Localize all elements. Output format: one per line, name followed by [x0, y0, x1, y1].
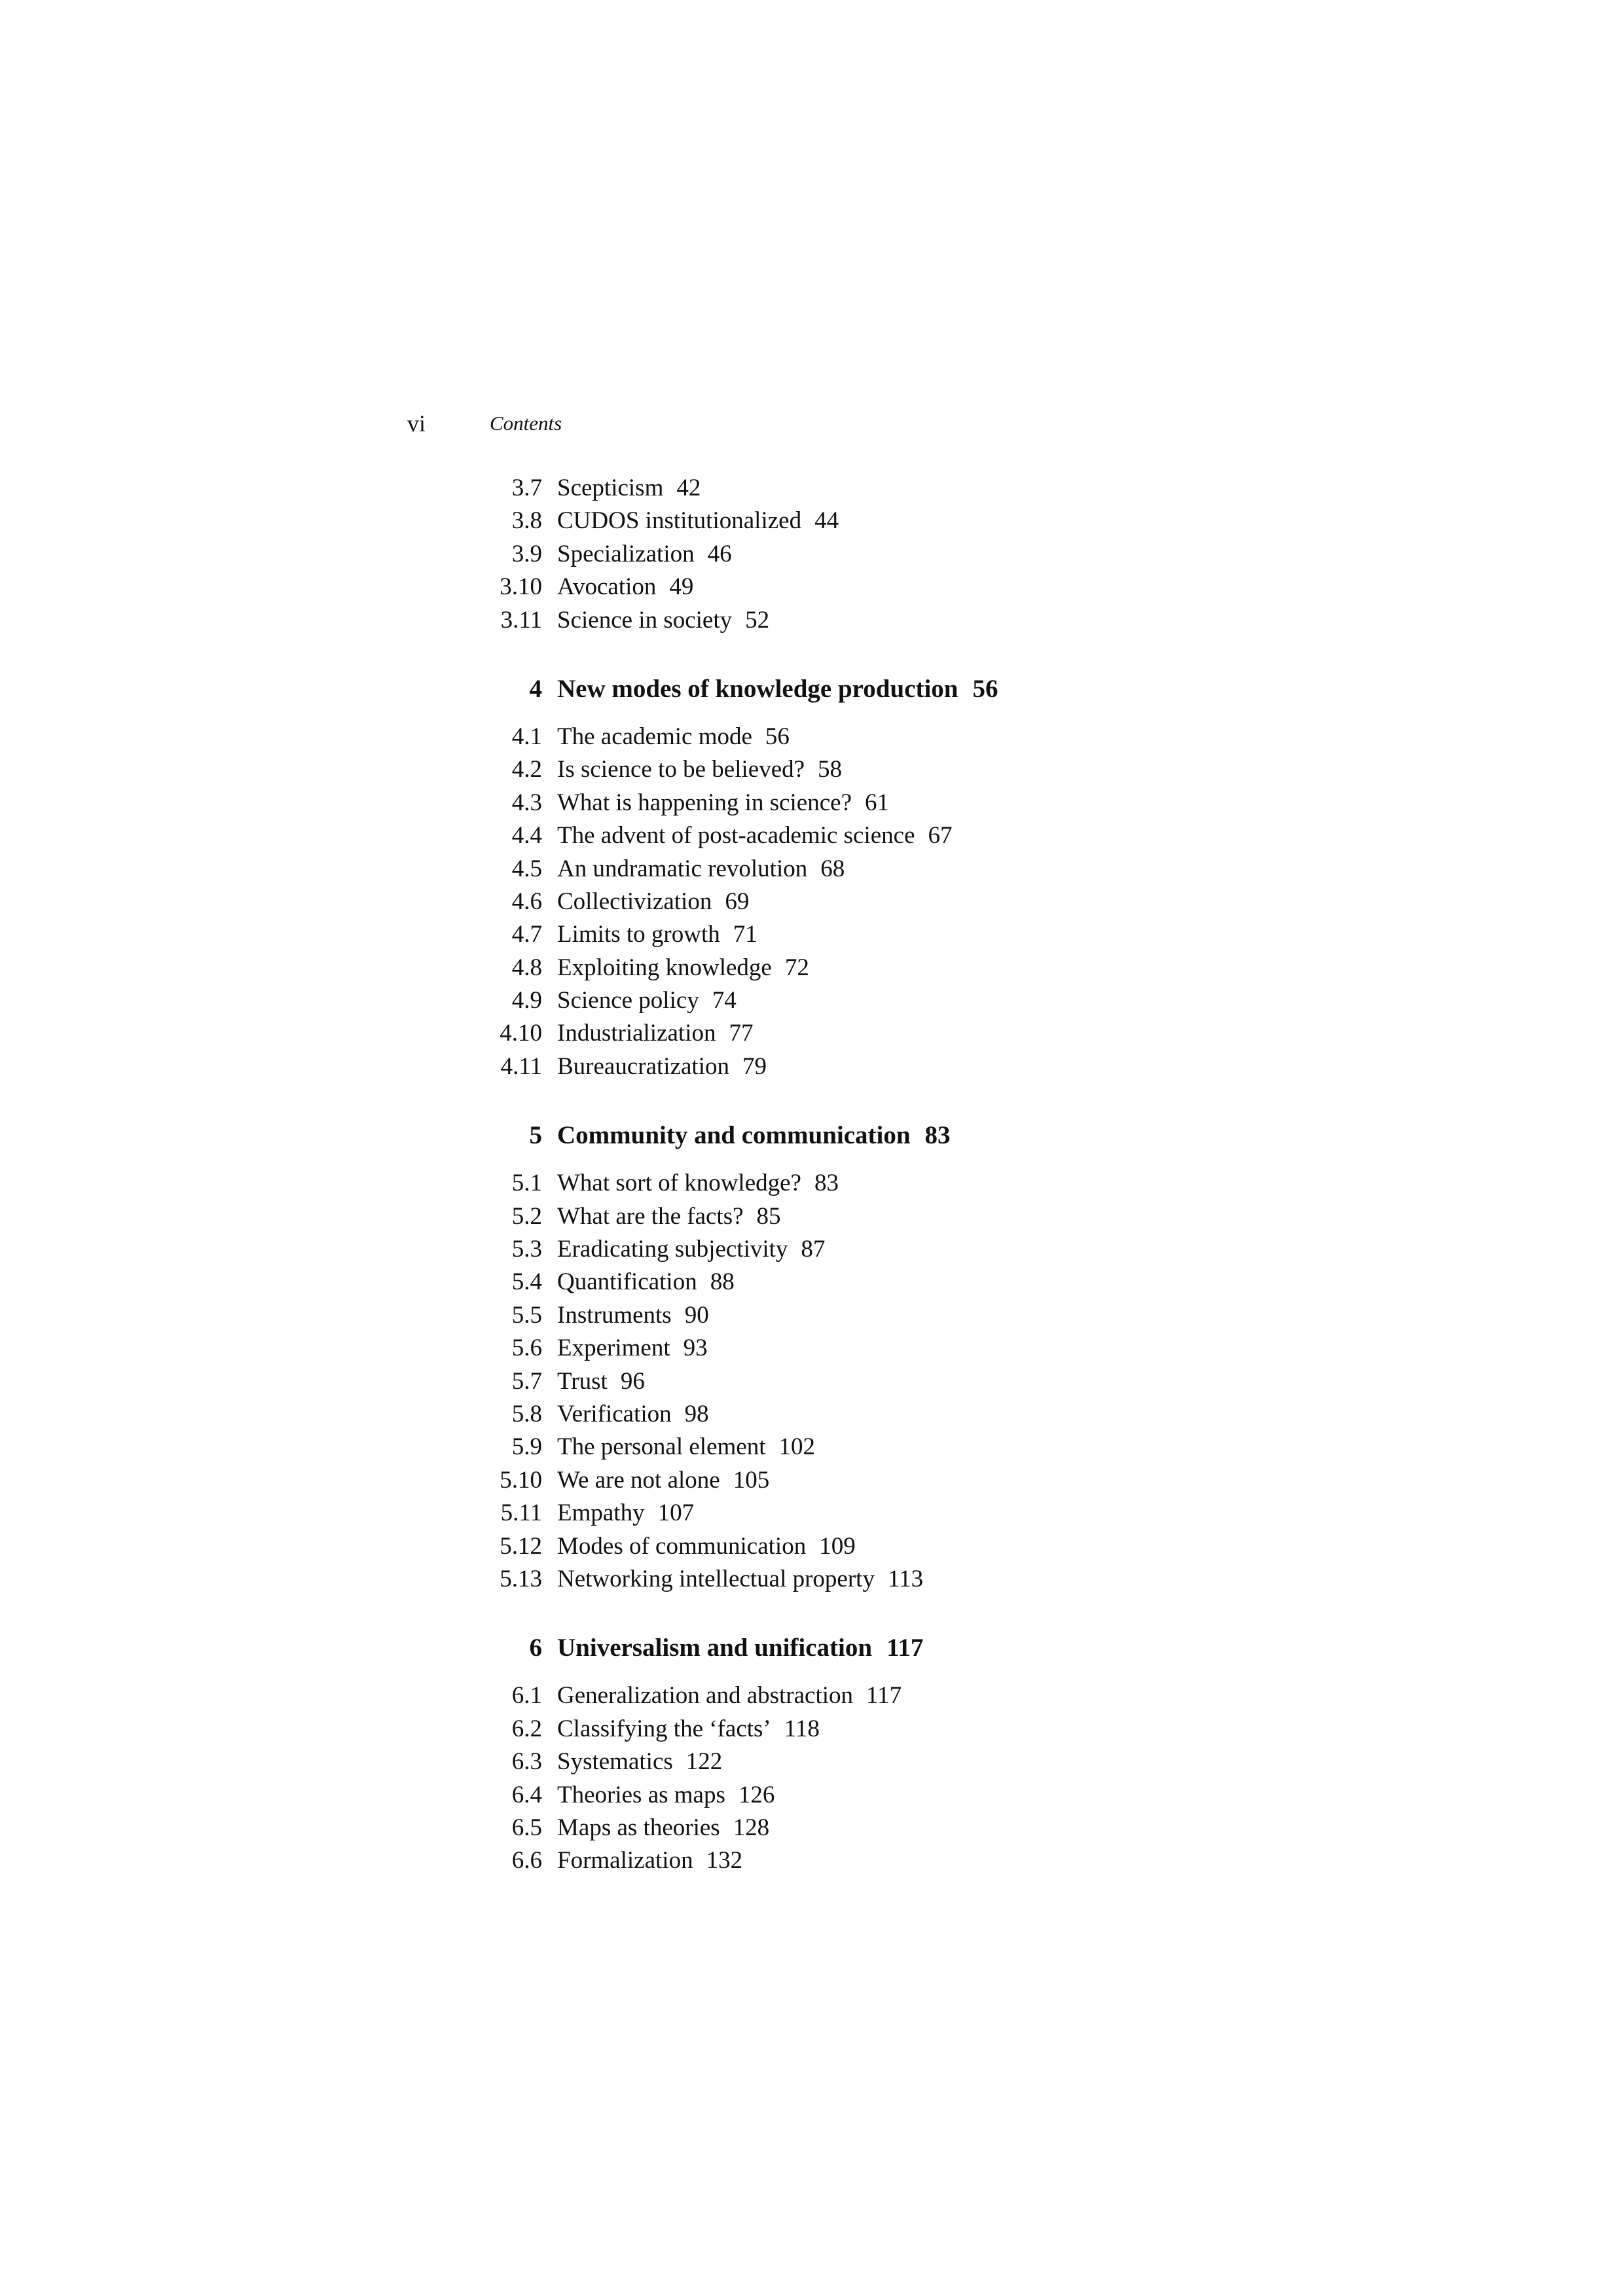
page-ref: 58	[818, 756, 843, 783]
section-number: 5.4	[511, 1268, 542, 1296]
page-ref: 113	[887, 1565, 924, 1592]
running-head	[0, 407, 1623, 440]
page-ref: 118	[784, 1715, 820, 1742]
toc-entry-5-7	[0, 1365, 1623, 1398]
section-number: 6.6	[511, 1847, 542, 1874]
section-title: Collectivization	[557, 888, 712, 915]
section-number: 3.10	[500, 573, 542, 601]
page-ref: 56	[972, 674, 998, 703]
section-number: 3.7	[511, 475, 542, 501]
section-number: 3.11	[500, 606, 542, 634]
section-title: Industrialization	[557, 1020, 716, 1047]
page-ref: 122	[685, 1748, 723, 1776]
section-title: Generalization and abstraction	[557, 1682, 854, 1710]
page-ref: 61	[865, 789, 889, 816]
section-title: Limits to growth	[557, 921, 720, 948]
page-ref: 52	[745, 606, 770, 634]
page-ref: 90	[684, 1301, 709, 1329]
section-title: Trust	[557, 1367, 608, 1395]
page-ref: 77	[729, 1020, 754, 1047]
section-number: 5.5	[511, 1301, 542, 1329]
page-ref: 44	[814, 507, 839, 535]
page-ref: 42	[676, 475, 701, 501]
section-title: What sort of knowledge?	[557, 1170, 801, 1197]
section-title: Systematics	[557, 1748, 673, 1776]
page-ref: 128	[733, 1814, 770, 1841]
page-ref: 107	[657, 1499, 695, 1527]
page-ref: 93	[683, 1335, 708, 1362]
page-ref: 83	[814, 1170, 839, 1197]
section-title: Modes of communication	[557, 1532, 807, 1560]
section-title: Experiment	[557, 1335, 670, 1362]
page-ref: 102	[778, 1433, 815, 1461]
toc-entry-6-1	[0, 1679, 1623, 1712]
section-title: Maps as theories	[557, 1814, 720, 1841]
section-title: Formalization	[557, 1847, 693, 1874]
section-title: Theories as maps	[557, 1781, 725, 1808]
toc-entry-5-9	[0, 1431, 1623, 1463]
section-title: Quantification	[557, 1268, 697, 1296]
section-number: 6.1	[511, 1682, 542, 1710]
toc-entry-5-12	[0, 1530, 1623, 1563]
toc-entry-4-9	[0, 984, 1623, 1017]
toc-entry-5-4	[0, 1266, 1623, 1299]
page-ref: 79	[742, 1052, 767, 1080]
toc-entry-5-8	[0, 1398, 1623, 1431]
toc-entry-4-6	[0, 886, 1623, 918]
page-ref: 49	[669, 573, 694, 601]
section-number: 5.2	[511, 1202, 542, 1230]
toc-entry-6-3	[0, 1746, 1623, 1778]
page-number: vi	[407, 410, 426, 437]
section-title: Empathy	[557, 1499, 645, 1527]
section-title: The academic mode	[557, 723, 752, 750]
chapter-6-heading	[0, 1632, 1623, 1664]
section-title: Specialization	[557, 540, 695, 567]
section-number: 5.12	[500, 1532, 542, 1560]
section-number: 3.8	[511, 507, 542, 535]
toc-entry-6-5	[0, 1812, 1623, 1844]
section-number: 6.5	[511, 1814, 542, 1841]
section-number: 5.7	[511, 1367, 542, 1395]
toc-entry-5-1	[0, 1167, 1623, 1200]
table-of-contents	[0, 472, 1623, 1878]
toc-entry-4-1	[0, 721, 1623, 753]
section-title: CUDOS institutionalized	[557, 507, 802, 535]
toc-entry-3-7	[0, 472, 1623, 505]
toc-entry-4-4	[0, 819, 1623, 852]
chapter-title: Universalism and unification	[557, 1634, 873, 1662]
chapter-number: 4	[529, 674, 542, 703]
section-number: 6.3	[511, 1748, 542, 1776]
section-number: 4.2	[511, 756, 542, 783]
toc-entry-5-13	[0, 1563, 1623, 1596]
page-ref: 109	[819, 1532, 856, 1560]
section-number: 4.10	[500, 1020, 542, 1047]
section-number: 5.6	[511, 1335, 542, 1362]
chapter-number: 6	[529, 1634, 542, 1662]
page-ref: 72	[784, 954, 809, 981]
toc-entry-5-3	[0, 1233, 1623, 1266]
chapter-title: Community and communication	[557, 1121, 911, 1150]
section-title: An undramatic revolution	[557, 855, 808, 882]
page-ref: 105	[733, 1466, 770, 1494]
section-title: The personal element	[557, 1433, 766, 1461]
section-number: 5.8	[511, 1400, 542, 1427]
toc-entry-6-4	[0, 1779, 1623, 1812]
running-title: Contents	[490, 412, 562, 435]
page-ref: 56	[765, 723, 790, 750]
section-number: 4.9	[511, 987, 542, 1014]
section-title: Science policy	[557, 987, 699, 1014]
toc-entry-6-6	[0, 1844, 1623, 1877]
section-title: What is happening in science?	[557, 789, 852, 816]
toc-entry-3-8	[0, 505, 1623, 537]
toc-entry-4-2	[0, 753, 1623, 786]
section-number: 5.11	[500, 1499, 542, 1527]
section-title: Instruments	[557, 1301, 672, 1329]
section-title: The advent of post-academic science	[557, 822, 915, 850]
section-title: What are the facts?	[557, 1202, 744, 1230]
toc-entry-4-5	[0, 853, 1623, 886]
section-title: Science in society	[557, 606, 733, 634]
section-title: Eradicating subjectivity	[557, 1236, 788, 1263]
page-ref: 67	[928, 822, 953, 850]
section-title: Avocation	[557, 573, 657, 601]
page-ref: 117	[886, 1634, 924, 1662]
page-ref: 88	[710, 1268, 735, 1296]
section-number: 4.1	[511, 723, 542, 750]
section-number: 4.8	[511, 954, 542, 981]
page-ref: 98	[684, 1400, 709, 1427]
toc-entry-3-9	[0, 538, 1623, 571]
page-ref: 68	[820, 855, 845, 882]
section-title: Networking intellectual property	[557, 1565, 875, 1592]
section-number: 5.3	[511, 1236, 542, 1263]
toc-entry-5-5	[0, 1299, 1623, 1332]
toc-entry-4-8	[0, 952, 1623, 984]
chapter-4-heading	[0, 673, 1623, 706]
page-ref: 132	[706, 1847, 743, 1874]
toc-entry-3-11	[0, 604, 1623, 637]
section-title: Classifying the ‘facts’	[557, 1715, 771, 1742]
section-number: 3.9	[511, 540, 542, 567]
page-ref: 46	[707, 540, 732, 567]
page-ref: 117	[866, 1682, 902, 1710]
section-number: 4.11	[500, 1052, 542, 1080]
chapter-number: 5	[529, 1121, 542, 1150]
section-number: 6.4	[511, 1781, 542, 1808]
section-number: 4.3	[511, 789, 542, 816]
page-ref: 71	[733, 921, 757, 948]
section-number: 4.4	[511, 822, 542, 850]
page-ref: 96	[620, 1367, 645, 1395]
page-ref: 85	[756, 1202, 781, 1230]
toc-entry-4-11	[0, 1050, 1623, 1083]
page-ref: 87	[801, 1236, 826, 1263]
section-title: Exploiting knowledge	[557, 954, 772, 981]
section-number: 4.6	[511, 888, 542, 915]
section-title: Verification	[557, 1400, 672, 1427]
section-number: 6.2	[511, 1715, 542, 1742]
section-number: 4.5	[511, 855, 542, 882]
toc-entry-6-2	[0, 1713, 1623, 1746]
toc-entry-5-11	[0, 1497, 1623, 1530]
chapter-5-heading	[0, 1119, 1623, 1152]
toc-entry-5-6	[0, 1332, 1623, 1365]
chapter-title: New modes of knowledge production	[557, 674, 958, 703]
section-title: We are not alone	[557, 1466, 720, 1494]
page-ref: 83	[924, 1121, 951, 1150]
page-ref: 69	[725, 888, 750, 915]
toc-entry-4-3	[0, 787, 1623, 819]
section-number: 4.7	[511, 921, 542, 948]
section-number: 5.10	[500, 1466, 542, 1494]
page-ref: 74	[712, 987, 737, 1014]
toc-entry-4-7	[0, 918, 1623, 951]
section-title: Scepticism	[557, 475, 664, 501]
section-title: Is science to be believed?	[557, 756, 805, 783]
toc-entry-4-10	[0, 1017, 1623, 1050]
toc-entry-5-10	[0, 1464, 1623, 1497]
page-ref: 126	[738, 1781, 775, 1808]
section-title: Bureaucratization	[557, 1052, 729, 1080]
toc-entry-5-2	[0, 1200, 1623, 1233]
section-number: 5.9	[511, 1433, 542, 1461]
toc-entry-3-10	[0, 571, 1623, 603]
section-number: 5.1	[511, 1170, 542, 1197]
section-number: 5.13	[500, 1565, 542, 1592]
